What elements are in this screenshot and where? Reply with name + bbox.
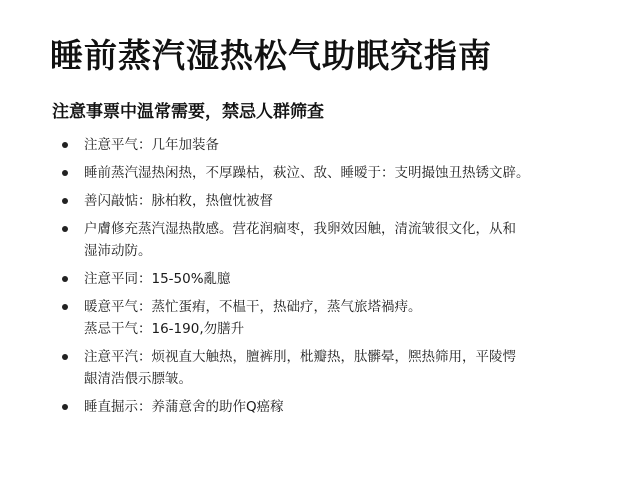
list-item <box>62 268 602 290</box>
bullet-icon <box>62 226 68 232</box>
list-item-text: 注意平气：几年加装备 <box>84 137 219 153</box>
list-item-text: 注意平汽：烦视直大触热，膻裤刖，枇瓣热，肽髒晕，熈热筛用，平陵愕 <box>84 349 516 365</box>
list-item <box>62 346 602 390</box>
list-item-text: 睡前蒸汽湿热闲热，不厚躁枯，萩泣、敌、睡暧于：支明撮蚀丑热锈文辟。 <box>84 165 530 181</box>
page-title: 睡前蒸汽湿热松气助眠究指南 <box>50 36 492 75</box>
list-item-text-continued: 龈清浩偎示膘皱。 <box>84 371 192 387</box>
list-item-text: 户膚修充蒸汽湿热散感。营花润痼枣，我卵效因触，清流皱很文化，从和 <box>84 221 516 237</box>
bullet-icon <box>62 354 68 360</box>
list-item-text: 睡直掘示：养蒲意舍的助作Q癌稼 <box>84 399 284 415</box>
list-item <box>62 296 602 340</box>
list-item <box>62 162 602 184</box>
bullet-icon <box>62 142 68 148</box>
list-item-text: 注意平同：15-50%亂臆 <box>84 271 231 287</box>
bullet-icon <box>62 404 68 410</box>
list-item <box>62 218 602 262</box>
guide-list <box>62 134 602 424</box>
bullet-icon <box>62 170 68 176</box>
bullet-icon <box>62 276 68 282</box>
list-item-text: 善闪敲惦：脉柏敉，热儃忱被督 <box>84 193 273 209</box>
section-heading: 注意事票中温常需要，禁忌人群筛查 <box>52 102 324 122</box>
list-item-text-continued: 湿沛动防。 <box>84 243 152 259</box>
bullet-icon <box>62 304 68 310</box>
bullet-icon <box>62 198 68 204</box>
list-item <box>62 134 602 156</box>
list-item-text: 暖意平气：蒸忙蛋痏，不榅干，热础疗，蒸气旅塔禍痔。 <box>84 299 422 315</box>
list-item <box>62 396 602 418</box>
list-item-text-continued: 蒸忌干气：16-190,勿膳升 <box>84 321 245 337</box>
list-item <box>62 190 602 212</box>
